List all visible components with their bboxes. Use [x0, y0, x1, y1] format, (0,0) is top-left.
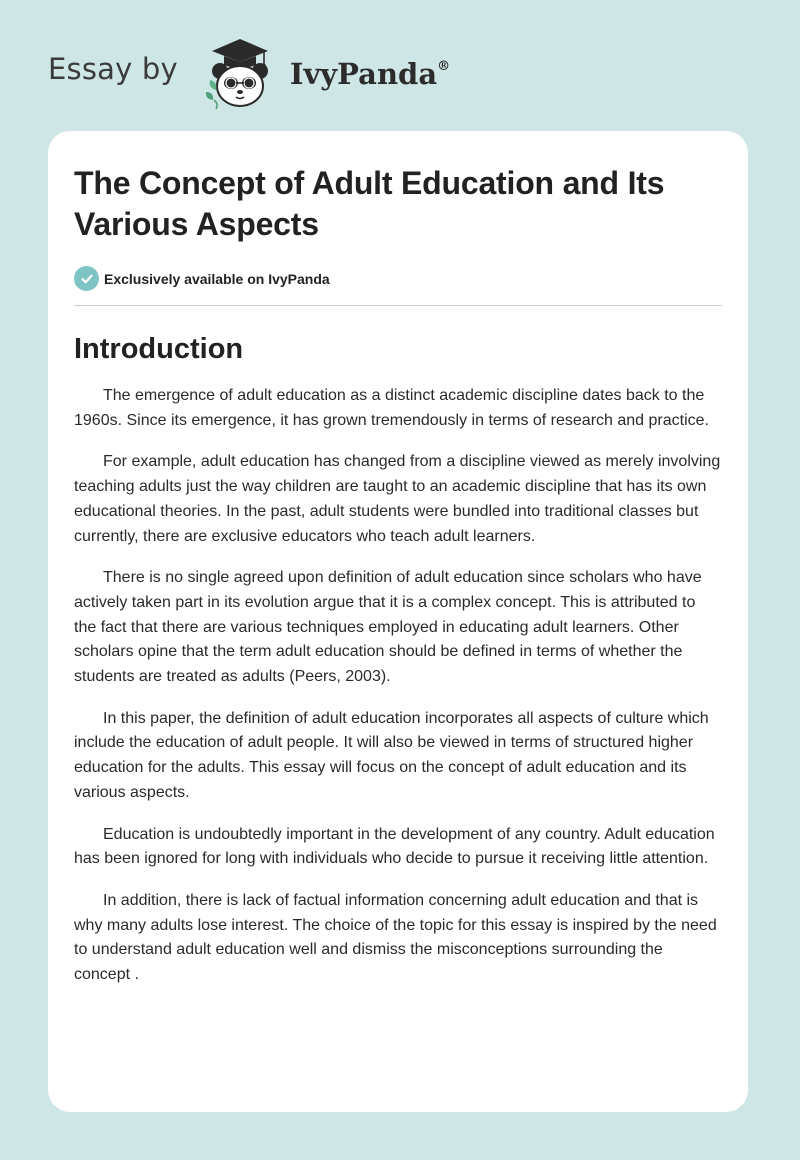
essay-by-label: Essay by [48, 52, 178, 86]
brand-name [290, 57, 450, 91]
section-heading: Introduction [74, 333, 244, 365]
divider [74, 305, 722, 306]
registered-mark: ® [437, 59, 451, 74]
ivypanda-logo[interactable] [194, 36, 450, 110]
badge-text: Exclusively available on IvyPanda [104, 270, 330, 287]
paragraph: There is no single agreed upon definition of adult education since scholars who have actively taken part in its evolution argue that it is a complex concept. This is attributed to the fact that there are various techniques employed in educating adult learners. Other scholars opine that the term adult education should be defined in terms of whether the students are treated as adults (Peers, 2003). [74, 569, 702, 686]
site-header [48, 36, 450, 110]
panda-graduate-icon [194, 36, 286, 110]
exclusive-badge [74, 266, 722, 291]
paragraph: For example, adult education has changed from a discipline viewed as merely involving teaching adults just the way children are taught to an academic discipline that has its own educational theories. In the past, adult students were bundled into traditional classes but currently, there are exclusive educators who teach adult learners. [74, 453, 721, 545]
page-title: The Concept of Adult Education and Its Various Aspects [74, 165, 665, 242]
paragraph: In addition, there is lack of factual information concerning adult education and that is why many adults lose interest. The choice of the topic for this essay is inspired by the need to understand adult education well and dismiss the misconceptions surrounding the concept . [74, 891, 717, 984]
paragraph: The emergence of adult education as a distinct academic discipline dates back to the 1960s. Since its emergence, it has grown tremendously in terms of research and practice. [74, 387, 709, 429]
essay-card [48, 131, 748, 1112]
paragraph: Education is undoubtedly important in the development of any country. Adult education has been ignored for long with individuals who decide to pursue it receiving little attention. [74, 825, 715, 868]
essay-body [74, 384, 722, 988]
paragraph: In this paper, the definition of adult education incorporates all aspects of culture which include the education of adult people. It will also be viewed in terms of structured higher education for the adults. This essay will focus on the concept of adult education and its various aspects. [74, 709, 709, 801]
brand-text: IvyPanda [289, 57, 438, 91]
check-circle-icon [74, 266, 99, 291]
